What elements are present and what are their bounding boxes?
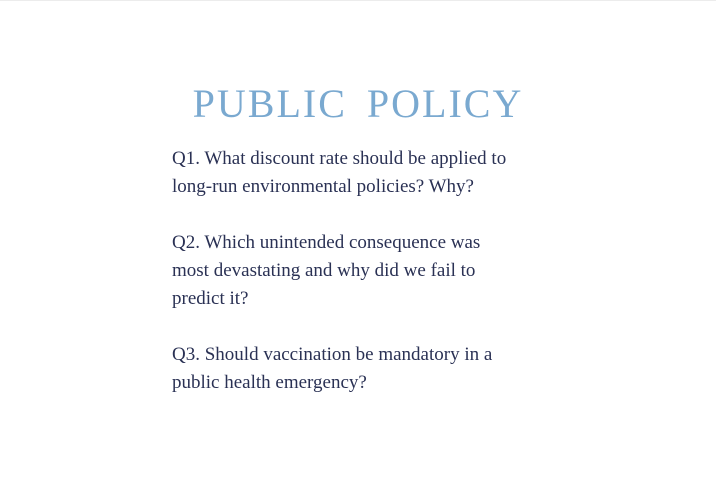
question-1 [172, 145, 572, 201]
question-3-line-1: Q3. Should vaccination be mandatory in a [172, 344, 493, 365]
question-2-line-3: predict it? [172, 288, 249, 309]
question-3-line-2: public health emergency? [172, 372, 367, 393]
question-2-line-2: most devastating and why did we fail to [172, 260, 476, 281]
question-1-line-2: long-run environmental policies? Why? [172, 176, 474, 197]
question-2-line-1: Q2. Which unintended consequence was [172, 232, 481, 253]
question-2 [172, 229, 572, 313]
question-list [172, 145, 572, 425]
question-3 [172, 341, 572, 397]
question-1-line-1: Q1. What discount rate should be applied to [172, 148, 507, 169]
page-title: PUBLIC POLICY [192, 80, 524, 126]
